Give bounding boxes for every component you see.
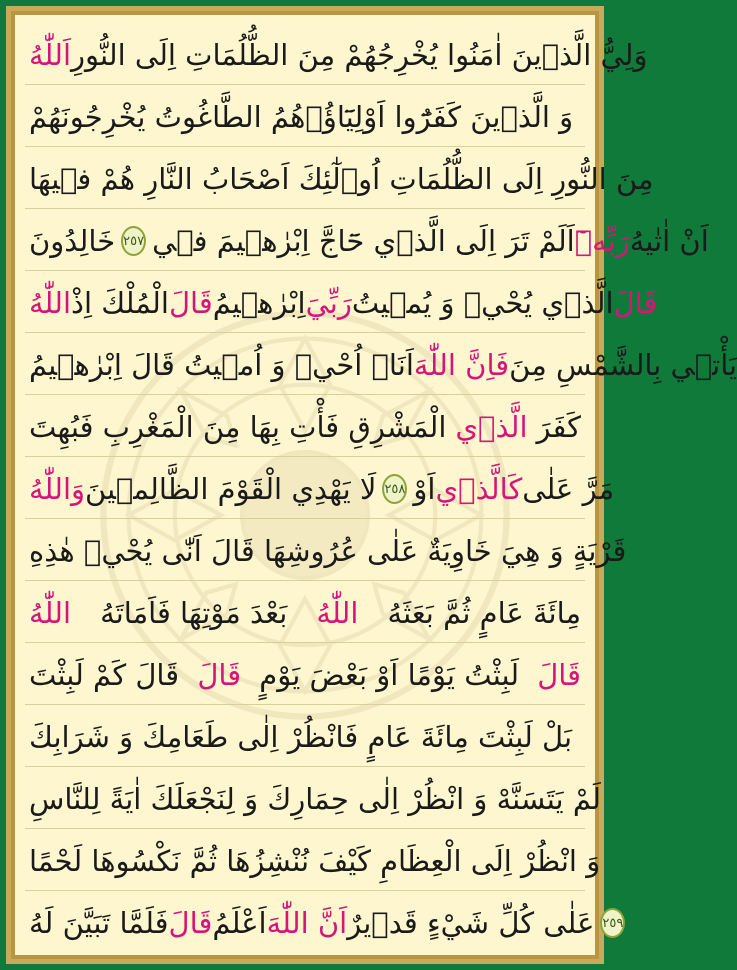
verse-lines [15,15,737,955]
verse-text: لَا يَهْدِي الْقَوْمَ الظَّالِم۪ينَ [85,472,377,506]
verse-text: اَوْ [413,472,436,506]
verse-text: فَلَمَّا تَبَيَّنَ لَهُ [29,906,169,940]
highlighted-word: الَّذ۪ي [455,410,528,444]
highlighted-word: قَالَ [197,658,242,692]
highlighted-word: اَنَّ اللّٰهَ [266,906,348,940]
highlighted-word: قَالَ [168,906,213,940]
verse-line [29,147,654,211]
verse-number-marker: ٢٥٧ [121,226,146,256]
page-frame-outer [6,6,737,964]
highlighted-word: اَللّٰهُ [29,38,72,72]
verse-line [29,395,581,459]
highlighted-word: رَبِّيَ [305,286,352,320]
verse-line [29,519,627,583]
verse-text: الَّذ۪ي يُحْي۪ وَ يُم۪يتُ [351,286,614,320]
highlighted-word: قَالَ [613,286,658,320]
highlighted-word: وَاللّٰهُ [29,472,86,506]
verse-line [29,85,581,149]
verse-number-marker: ٢٥٨ [382,474,407,504]
verse-line [29,457,615,521]
highlighted-word: اللّٰهُ [29,596,72,630]
verse-text: لَمْ يَتَسَنَّهْ وَ انْظُرْ اِلٰى حِمَارِكَ وَ لِنَجْعَلَكَ اٰيَةً لِلنَّاسِ [29,782,601,816]
verse-text: الْمُلْكَ اِذْ [71,286,169,320]
verse-text: بَعْدَ مَوْتِهَا فَاَمَاتَهُ [100,596,288,630]
verse-text: اَلَمْ تَرَ اِلَى الَّذ۪ي حَٓاجَّ اِبْرٰه۪يمَ ف۪ي [152,224,575,258]
verse-line [29,209,709,273]
verse-text: اِبْرٰه۪يمُ [212,286,306,320]
verse-text: وَ الَّذ۪ينَ كَفَرُٓوا اَوْلِيَٓاؤُ۬هُمُ الطَّاغُوتُ يُخْرِجُونَهُمْ [29,100,574,134]
highlighted-word: رَبِّه۪ٓ [574,224,630,258]
verse-text: الْمَشْرِقِ فَأْتِ بِهَا مِنَ الْمَغْرِبِ فَبُهِتَ [29,410,447,444]
verse-text: وَلِيُّ الَّذ۪ينَ اٰمَنُوا يُخْرِجُهُمْ مِنَ الظُّلُمَاتِ اِلَى النُّورِ [71,38,648,72]
verse-text: اَنْ اٰتٰيهُ [629,224,709,258]
verse-line [29,581,581,645]
verse-text: قَالَ كَمْ لَبِثْتَ [29,658,180,692]
verse-text: مِائَةَ عَامٍ ثُمَّ بَعَثَهُ [387,596,581,630]
verse-line [29,23,648,87]
verse-text: قَرْيَةٍ وَ هِيَ خَاوِيَةٌ عَلٰى عُرُوشِهَا قَالَ اَنّٰى يُحْي۪ هٰذِهِ [29,534,627,568]
verse-line [29,705,581,769]
highlighted-word: قَالَ [168,286,213,320]
verse-text: يَأْت۪ي بِالشَّمْسِ مِنَ [509,348,737,382]
verse-line [29,333,737,397]
verse-text: مَرَّ عَلٰى [522,472,615,506]
text-panel [15,15,737,955]
verse-line [29,767,601,831]
verse-text: اَنَا۬ اُحْي۪ وَ اُم۪يتُ قَالَ اِبْرٰه۪يمُ [29,348,414,382]
highlighted-word: قَالَ [537,658,581,692]
verse-text: مِنَ النُّورِ اِلَى الظُّلُمَاتِ اُو۬لٰٓئِكَ اَصْحَابُ النَّارِ هُمْ ف۪يهَا [29,162,654,196]
verse-line [29,829,601,893]
verse-line [29,891,624,955]
verse-text: بَلْ لَبِثْتَ مِائَةَ عَامٍ فَانْظُرْ اِلٰى طَعَامِكَ وَ شَرَابِكَ [29,720,573,754]
verse-text: كَفَرَ [536,410,581,444]
verse-text: عَلٰى كُلِّ شَيْءٍ قَد۪يرٌ [347,906,595,940]
verse-line [29,271,658,335]
highlighted-word: اللّٰهُ [316,596,359,630]
page-frame-inner [11,11,737,959]
verse-text: لَبِثْتُ يَوْمًا اَوْ بَعْضَ يَوْمٍ [259,658,520,692]
highlighted-word: اللّٰهُ [29,286,72,320]
verse-text: وَ انْظُرْ اِلَى الْعِظَامِ كَيْفَ نُنْشِزُهَا ثُمَّ نَكْسُوهَا لَحْمًا [29,844,601,878]
verse-number-marker: ٢٥٩ [600,908,625,938]
verse-line [29,643,581,707]
highlighted-word: كَالَّذ۪ي [435,472,523,506]
highlighted-word: فَاِنَّ اللّٰهَ [413,348,510,382]
verse-text: خَالِدُونَ [29,224,116,258]
verse-text: اَعْلَمُ [212,906,267,940]
